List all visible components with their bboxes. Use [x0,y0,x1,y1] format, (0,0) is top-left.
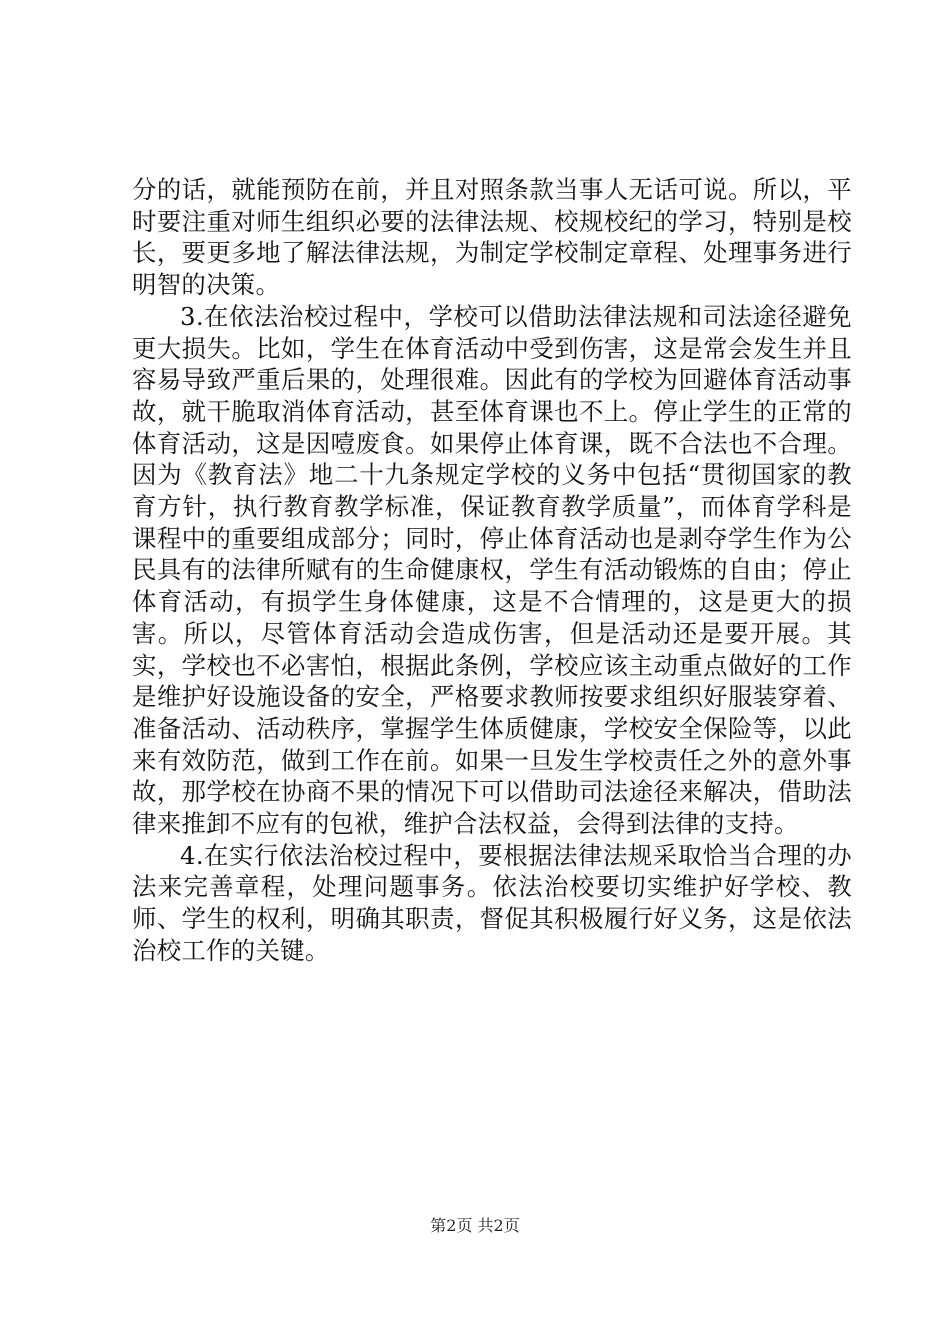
paragraph-continuation: 分的话，就能预防在前，并且对照条款当事人无话可说。所以，平时要注重对师生组织必要的法律法规、校规校纪的学习，特别是校长，要更多地了解法律法规，为制定学校制定章程、处理事务进行明智的决策。 [132,175,852,300]
paragraph-item-4: 4.在实行依法治校过程中，要根据法律法规采取恰当合理的办法来完善章程，处理问题事务。依法治校要切实维护好学校、教师、学生的权利，明确其职责，督促其积极履行好义务，这是依法治校工作的关键。 [132,840,852,965]
document-body [132,174,852,967]
page-number-footer: 第2页 共2页 [430,1216,520,1235]
paragraph-item-3: 3.在依法治校过程中，学校可以借助法律法规和司法途径避免更大损失。比如，学生在体育活动中受到伤害，这是常会发生并且容易导致严重后果的，处理很难。因此有的学校为回避体育活动事故，就干脆取消体育活动，甚至体育课也不上。停止学生的正常的体育活动，这是因噎废食。如果停止体育课，既不合法也不合理。因为《教育法》地二十九条规定学校的义务中包括“贯彻国家的教育方针，执行教育教学标准，保证教育教学质量”，而体育学科是课程中的重要组成部分；同时，停止体育活动也是剥夺学生作为公民具有的法律所赋有的生命健康权，学生有活动锻炼的自由；停止体育活动，有损学生身体健康，这是不合情理的，这是更大的损害。所以，尽管体育活动会造成伤害，但是活动还是要开展。其实，学校也不必害怕，根据此条例，学校应该主动重点做好的工作是维护好设施设备的安全，严格要求教师按要求组织好服装穿着、准备活动、活动秩序，掌握学生体质健康，学校安全保险等，以此来有效防范，做到工作在前。如果一旦发生学校责任之外的意外事故，那学校在协商不果的情况下可以借助司法途径来解决，借助法律来推卸不应有的包袱，维护合法权益，会得到法律的支持。 [132,301,852,839]
